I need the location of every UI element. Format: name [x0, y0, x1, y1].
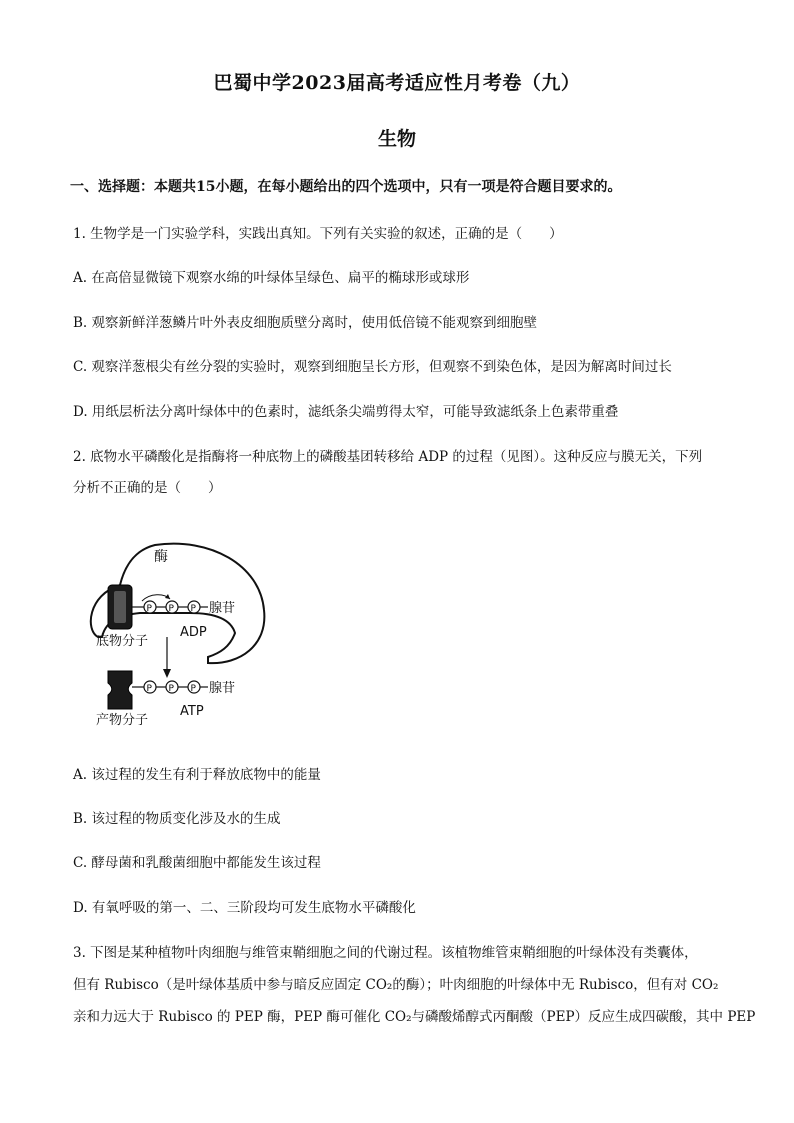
svg-text:P: P [190, 604, 196, 614]
product-label: 产物分子 [96, 713, 149, 728]
question-2-option-b: B. 该过程的物质变化涉及水的生成 [73, 811, 281, 827]
question-2-option-d: D. 有氧呼吸的第一、二、三阶段均可发生底物水平磷酸化 [73, 900, 416, 916]
svg-text:P: P [146, 604, 152, 614]
page-title: 巴蜀中学2023届高考适应性月考卷（九） [213, 72, 581, 94]
question-2-stem-line-1: 2. 底物水平磷酸化是指酶将一种底物上的磷酸基团转移给 ADP 的过程（见图）。这种反应与膜无关，下列 [73, 449, 703, 465]
atp-adenosine-label: 腺苷 [209, 681, 236, 696]
substrate-label: 底物分子 [96, 634, 149, 649]
question-2-option-c: C. 酵母菌和乳酸菌细胞中都能发生该过程 [73, 855, 321, 871]
question-3-stem-line-1: 3. 下图是某种植物叶肉细胞与维管束鞘细胞之间的代谢过程。该植物维管束鞘细胞的叶绿体没有类囊体， [73, 945, 698, 961]
question-1-option-a: A. 在高倍显微镜下观察水绵的叶绿体呈绿色、扁平的椭球形或球形 [73, 270, 470, 286]
question-1-option-b: B. 观察新鲜洋葱鳞片叶外表皮细胞质壁分离时，使用低倍镜不能观察到细胞壁 [73, 315, 538, 331]
section-heading: 一、选择题：本题共15小题，在每小题给出的四个选项中，只有一项是符合题目要求的。 [70, 179, 622, 195]
question-1-option-c: C. 观察洋葱根尖有丝分裂的实验时，观察到细胞呈长方形，但观察不到染色体，是因为解离时间过长 [73, 359, 672, 375]
svg-text:P: P [168, 684, 174, 694]
adp-adenosine-label: 腺苷 [209, 601, 236, 616]
product-molecule [108, 671, 132, 709]
substrate-phosphorylation-diagram [80, 525, 280, 730]
question-1-option-d: D. 用纸层析法分离叶绿体中的色素时，滤纸条尖端剪得太窄，可能导致滤纸条上色素带重叠 [73, 404, 619, 420]
question-2-option-a: A. 该过程的发生有利于释放底物中的能量 [73, 767, 321, 783]
adp-label: ADP [180, 625, 207, 640]
subject-heading: 生物 [377, 128, 416, 150]
svg-text:P: P [168, 604, 174, 614]
question-2-stem-line-2: 分析不正确的是（ ） [73, 480, 222, 496]
enzyme-label: 酶 [154, 549, 168, 565]
atp-label: ATP [180, 704, 204, 719]
svg-text:P: P [146, 684, 152, 694]
question-1-stem: 1. 生物学是一门实验学科，实践出真知。下列有关实验的叙述，正确的是（ ） [73, 226, 563, 242]
question-3-stem-line-3: 亲和力远大于 Rubisco 的 PEP 酶，PEP 酶可催化 CO₂与磷酸烯醇式丙酮酸（PEP）反应生成四碳酸，其中 PEP [73, 1009, 756, 1025]
svg-text:P: P [190, 684, 196, 694]
question-3-stem-line-2: 但有 Rubisco（是叶绿体基质中参与暗反应固定 CO₂的酶）；叶肉细胞的叶绿体中无 Rubisco，但有对 CO₂ [73, 977, 719, 993]
